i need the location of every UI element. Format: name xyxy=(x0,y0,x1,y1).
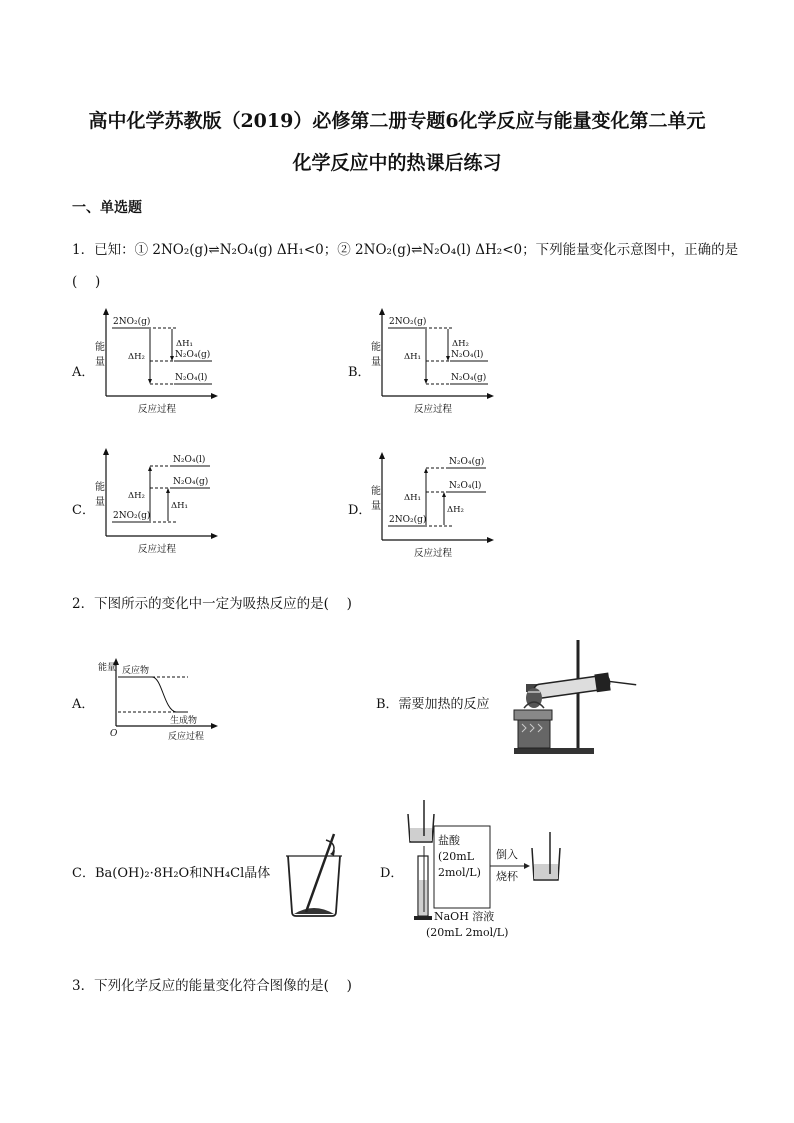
q1-option-d-label[interactable]: D． xyxy=(348,503,372,518)
level-mid: N₂O₄(g) xyxy=(175,350,211,360)
q2-option-c-label[interactable]: C．Ba(OH)₂·8H₂O和NH₄Cl晶体 xyxy=(72,866,271,881)
level-low: N₂O₄(g) xyxy=(451,373,487,383)
question-3-stem: 3．下列化学反应的能量变化符合图像的是( ) xyxy=(72,978,352,994)
level-low: 2NO₂(g) xyxy=(389,515,427,525)
reactant-label: 反应物 xyxy=(122,666,150,676)
beaker-crystals-image xyxy=(282,828,352,918)
dh-inner: ΔH₂ xyxy=(452,339,469,349)
ylabel-2: 量 xyxy=(95,497,105,508)
ylabel-2: 量 xyxy=(95,357,105,368)
pour-label-1: 倒入 xyxy=(496,848,518,861)
dh-outer: ΔH₁ xyxy=(404,493,421,503)
xlabel: 反应过程 xyxy=(138,404,177,415)
question-2-stem: 2．下图所示的变化中一定为吸热反应的是( ) xyxy=(72,596,352,612)
ylabel-1: 能 xyxy=(95,482,105,493)
level-low: 2NO₂(g) xyxy=(113,511,151,521)
q1-option-b-label[interactable]: B． xyxy=(348,365,371,380)
question-1-paren: ( ) xyxy=(72,274,101,290)
level-top: 2NO₂(g) xyxy=(389,317,427,327)
level-top: N₂O₄(g) xyxy=(449,457,485,467)
ylabel-1: 能 xyxy=(95,342,105,353)
xlabel: 反应过程 xyxy=(414,404,453,415)
dh-inner: ΔH₁ xyxy=(176,339,193,349)
neutralization-apparatus-image xyxy=(404,796,574,942)
page-title-line1: 高中化学苏教版（2019）必修第二册专题6化学反应与能量变化第二单元 xyxy=(88,110,706,132)
level-mid: N₂O₄(l) xyxy=(449,481,482,491)
dh-outer: ΔH₂ xyxy=(128,491,145,501)
level-mid: N₂O₄(l) xyxy=(451,350,484,360)
ylabel-1: 能 xyxy=(371,486,381,497)
pour-label-2: 烧杯 xyxy=(496,870,518,883)
acid-amount: (20mL xyxy=(438,850,475,863)
dh-outer: ΔH₂ xyxy=(128,352,145,362)
q2-option-d-label[interactable]: D． xyxy=(380,866,404,881)
xlabel: 反应过程 xyxy=(138,544,177,555)
q2-option-a-label[interactable]: A． xyxy=(72,697,95,712)
origin-label: O xyxy=(110,729,118,739)
dh-outer: ΔH₁ xyxy=(404,352,421,362)
acid-label: 盐酸 xyxy=(438,834,460,847)
q1-option-a-diagram xyxy=(92,306,222,418)
ylabel-1: 能 xyxy=(371,342,381,353)
dh-inner: ΔH₁ xyxy=(171,501,188,511)
xlabel: 反应过程 xyxy=(414,548,453,559)
q1-option-c-label[interactable]: C． xyxy=(72,503,95,518)
section-heading: 一、单选题 xyxy=(72,200,142,216)
product-label: 生成物 xyxy=(170,716,198,726)
ylabel: 能量 xyxy=(98,663,117,673)
base-label: NaOH 溶液 xyxy=(434,910,495,923)
ylabel-2: 量 xyxy=(371,357,381,368)
q1-option-d-diagram xyxy=(368,450,498,562)
q1-option-a-label[interactable]: A． xyxy=(72,365,95,380)
question-1-stem: 1．已知：① 2NO₂(g)⇌N₂O₄(g) ΔH₁<0；② 2NO₂(g)⇌N₂O₄(l) ΔH₂<0；下列能量变化示意图中，正确的是 xyxy=(72,242,739,258)
level-low: N₂O₄(l) xyxy=(175,373,208,383)
dh-inner: ΔH₂ xyxy=(447,505,464,515)
level-mid: N₂O₄(g) xyxy=(173,477,209,487)
q2-option-b-label[interactable]: B．需要加热的反应 xyxy=(376,697,490,712)
acid-conc: 2mol/L) xyxy=(438,866,481,879)
q1-option-b-diagram xyxy=(368,306,498,418)
xlabel: 反应过程 xyxy=(168,732,205,742)
ylabel-2: 量 xyxy=(371,501,381,512)
q1-option-c-diagram xyxy=(92,446,222,558)
level-top: 2NO₂(g) xyxy=(113,317,151,327)
level-top: N₂O₄(l) xyxy=(173,455,206,465)
base-amount: (20mL 2mol/L) xyxy=(426,926,509,939)
heating-apparatus-image xyxy=(500,636,640,756)
page-title-line2: 化学反应中的热课后练习 xyxy=(292,152,502,174)
q2-option-a-diagram xyxy=(96,658,226,746)
